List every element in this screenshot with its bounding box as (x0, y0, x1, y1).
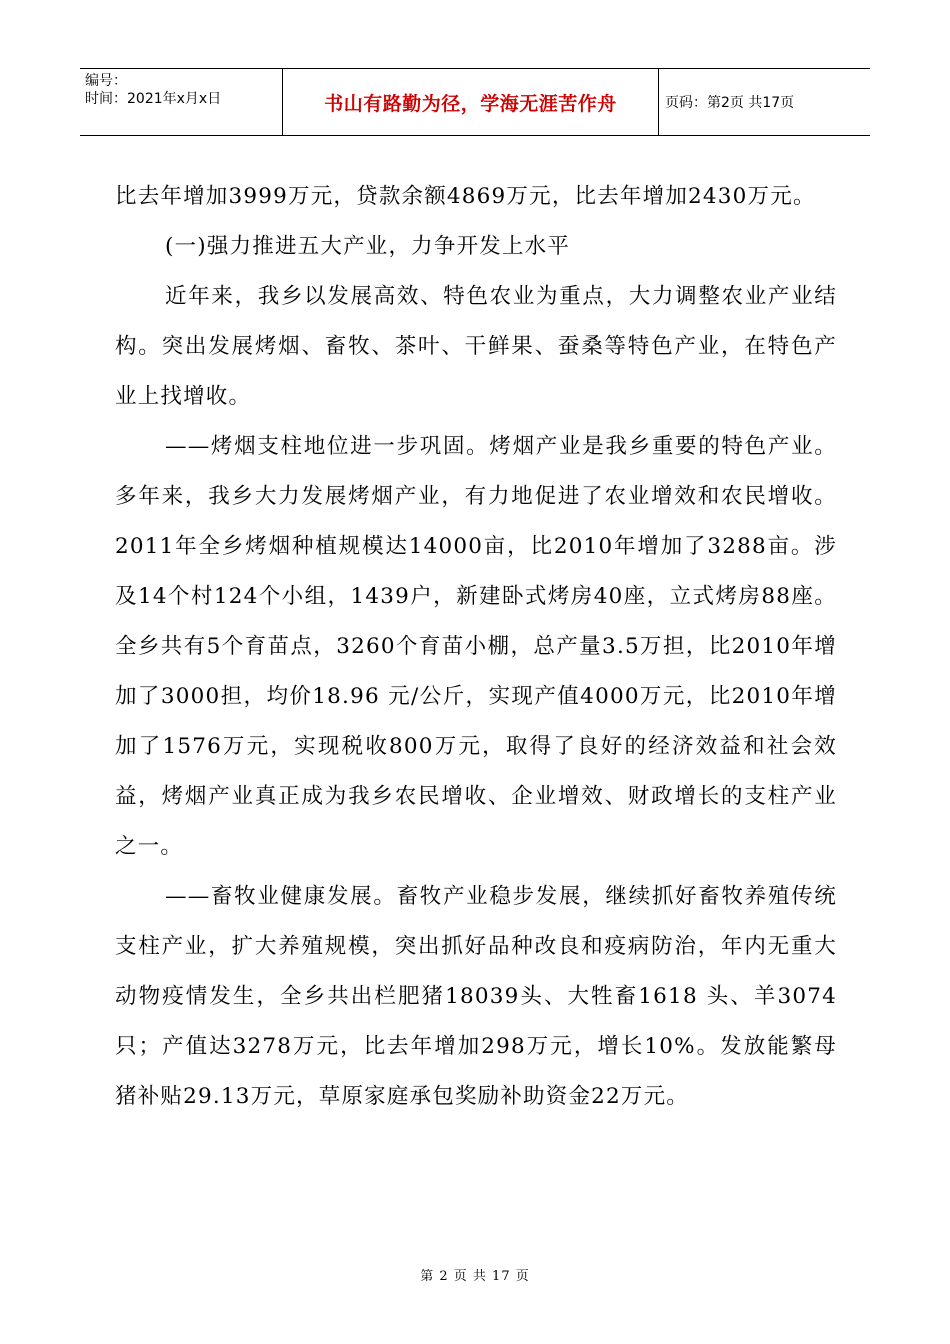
page-footer: 第 2 页 共 17 页 (420, 1269, 530, 1284)
paragraph-tobacco: ——烤烟支柱地位进一步巩固。烤烟产业是我乡重要的特色产业。多年来，我乡大力发展烤烟产业，有力地促进了农业增效和农民增收。2011年全乡烤烟种植规模达14000亩，比2010年增加了3288亩。涉及14个村124个小组，1439户，新建卧式烤房40座，立式烤房88座。全乡共有5个育苗点，3260个育苗小棚，总产量3.5万担，比2010年增加了3000担，均价18.96 元/公斤，实现产值4000万元，比2010年增加了1576万元，实现税收800万元，取得了良好的经济效益和社会效益，烤烟产业真正成为我乡农民增收、企业增效、财政增长的支柱产业之一。 (115, 434, 837, 859)
document-number-label: 编号： (85, 73, 127, 89)
document-body (115, 172, 837, 1122)
section-heading: (一)强力推进五大产业，力争开发上水平 (165, 234, 571, 259)
header-motto: 书山有路勤为径，学海无涯苦作舟 (324, 92, 617, 115)
header-motto-cell (283, 69, 659, 135)
paragraph-livestock: ——畜牧业健康发展。畜牧产业稳步发展，继续抓好畜牧养殖传统支柱产业，扩大养殖规模，突出抓好品种改良和疫病防治，年内无重大动物疫情发生，全乡共出栏肥猪18039头、大牲畜1618 头、羊3074只；产值达3278万元，比去年增加298万元，增长10%。发放能繁母猪补贴29.13万元，草原家庭承包奖励补助资金22万元。 (115, 884, 837, 1109)
document-time-label: 时间：2021年x月x日 (85, 91, 222, 107)
header-page-cell (659, 69, 870, 135)
document-header (80, 68, 870, 136)
paragraph-continuation: 比去年增加3999万元，贷款余额4869万元，比去年增加2430万元。 (115, 184, 816, 209)
header-page-info: 页码：第2页 共17页 (665, 95, 795, 111)
header-meta (80, 69, 283, 135)
paragraph-intro: 近年来，我乡以发展高效、特色农业为重点，大力调整农业产业结构。突出发展烤烟、畜牧、茶叶、干鲜果、蚕桑等特色产业，在特色产业上找增收。 (115, 284, 837, 409)
